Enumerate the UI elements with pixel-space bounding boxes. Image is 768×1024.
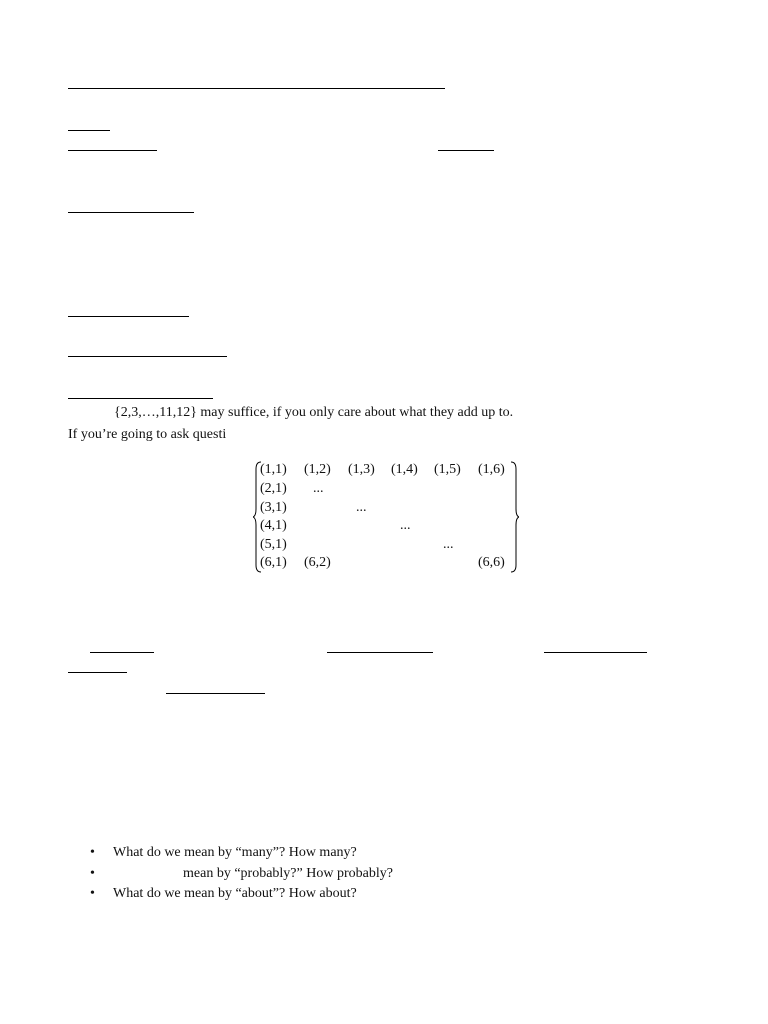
- section-heading-underline-4: [68, 398, 213, 399]
- matrix-cell: (6,2): [304, 555, 331, 570]
- list-item-text: What do we mean by “many”? How many?: [113, 845, 357, 860]
- underline-row-a-2: [327, 652, 433, 653]
- bullet-icon: •: [90, 865, 95, 881]
- list-item-text: What do we mean by “about”? How about?: [113, 886, 357, 901]
- bullet-icon: •: [90, 845, 95, 860]
- underline-left-1: [68, 150, 157, 151]
- matrix-cell: (4,1): [260, 518, 287, 533]
- title-underline: [68, 88, 445, 89]
- paragraph-line-2: If you’re going to ask questi: [68, 427, 227, 442]
- section-heading-underline-2: [68, 316, 189, 317]
- matrix-cell: (1,2): [304, 462, 331, 477]
- matrix-cell: (1,4): [391, 462, 418, 477]
- underline-row-c-1: [166, 693, 265, 694]
- bullet-icon: •: [90, 886, 95, 901]
- underline-row-b-1: [68, 672, 127, 673]
- matrix-cell: (1,6): [478, 462, 505, 477]
- right-brace-icon: [509, 461, 519, 573]
- matrix-cell: (5,1): [260, 537, 287, 552]
- matrix-cell: ...: [400, 518, 411, 533]
- sample-space-matrix: [253, 461, 519, 573]
- matrix-cell: ...: [443, 537, 454, 552]
- matrix-cell: ...: [356, 500, 367, 515]
- list-item-text: mean by “probably?” How probably?: [183, 865, 393, 881]
- underline-right-1: [438, 150, 494, 151]
- underline-row-a-3: [544, 652, 647, 653]
- section-heading-underline-3: [68, 356, 227, 357]
- matrix-cell: (3,1): [260, 500, 287, 515]
- matrix-cell: (1,1): [260, 462, 287, 477]
- underline-short-1: [68, 130, 110, 131]
- matrix-cell: (6,1): [260, 555, 287, 570]
- matrix-cell: (6,6): [478, 555, 505, 570]
- matrix-cell: ...: [313, 481, 324, 496]
- matrix-cell: (2,1): [260, 481, 287, 496]
- paragraph-line-1: {2,3,…,11,12} may suffice, if you only care about what they add up to.: [114, 405, 514, 420]
- underline-row-a-1: [90, 652, 154, 653]
- matrix-cell: (1,3): [348, 462, 375, 477]
- matrix-cell: (1,5): [434, 462, 461, 477]
- section-heading-underline-1: [68, 212, 194, 213]
